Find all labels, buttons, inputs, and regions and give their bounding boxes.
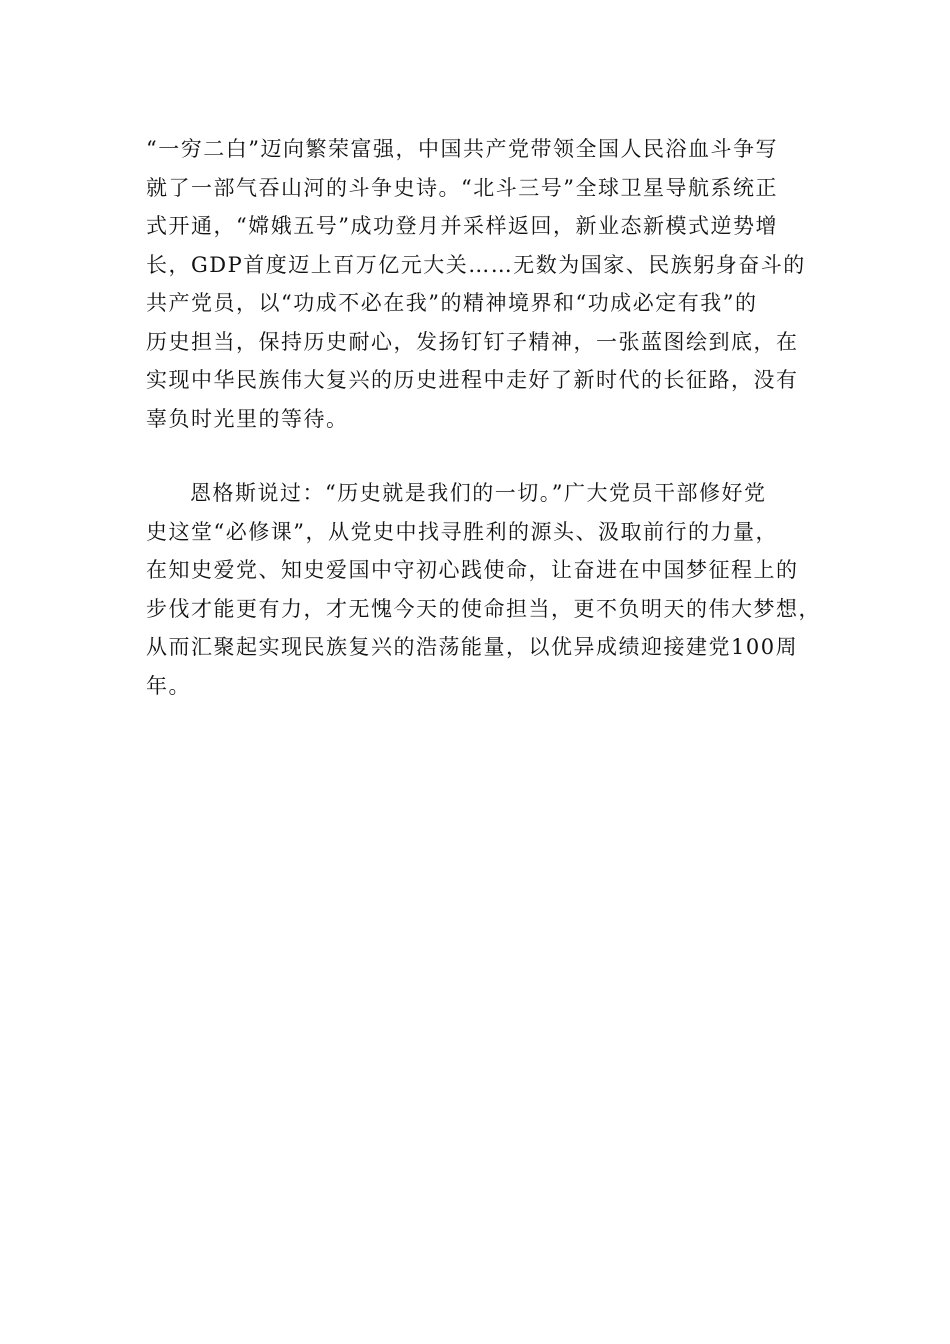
text-line: 式开通，“嫦娥五号”成功登月并采样返回，新业态新模式逆势增	[146, 214, 778, 238]
document-body	[146, 130, 821, 705]
paragraph-1	[146, 130, 806, 438]
text-line: “一穷二白”迈向繁荣富强，中国共产党带领全国人民浴血斗争写	[146, 137, 778, 161]
text-line: 史这堂“必修课”，从党史中找寻胜利的源头、汲取前行的力量，	[146, 519, 778, 544]
text-line: 共产党员，以“功成不必在我”的精神境界和“功成必定有我”的	[146, 291, 758, 315]
text-line: 历史担当，保持历史耐心，发扬钉钉子精神，一张蓝图绘到底，在	[146, 329, 799, 354]
text-line: 辜负时光里的等待。	[146, 406, 349, 431]
text-line: 就了一部气吞山河的斗争史诗。“北斗三号”全球卫星导航系统正	[146, 175, 778, 200]
text-line: 步伐才能更有力，才无愧今天的使命担当，更不负明天的伟大梦想，	[146, 596, 821, 621]
text-line: 长，GDP首度迈上百万亿元大关……无数为国家、民族躬身奋斗的	[146, 252, 806, 277]
text-line-indented	[146, 474, 802, 513]
text-line: 实现中华民族伟大复兴的历史进程中走好了新时代的长征路，没有	[146, 368, 799, 392]
paragraph-2	[146, 474, 821, 705]
text-line: 年。	[146, 673, 191, 698]
text-line: 在知史爱党、知史爱国中守初心践使命，让奋进在中国梦征程上的	[146, 558, 799, 582]
text-line: 从而汇聚起实现民族复兴的浩荡能量，以优异成绩迎接建党100周	[146, 635, 799, 659]
text-line: 恩格斯说过：“历史就是我们的一切。”广大党员干部修好党	[190, 481, 767, 505]
